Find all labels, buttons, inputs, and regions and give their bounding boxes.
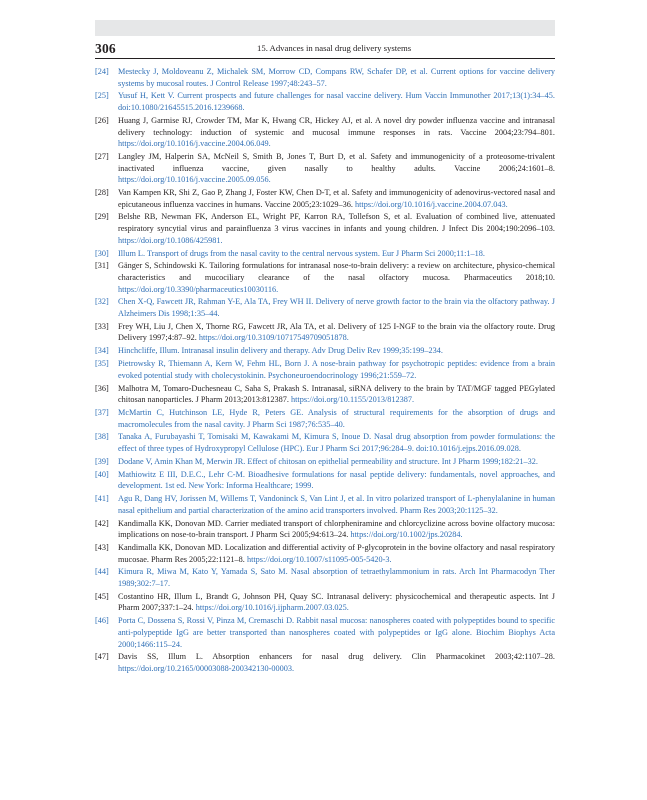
reference-item[interactable] <box>95 90 555 113</box>
reference-text: Dodane V, Amin Khan M, Merwin JR. Effect of chitosan on epithelial permeability and structure. Int J Pharm 1999;182:21–32. <box>118 456 538 466</box>
reference-item[interactable] <box>95 615 555 650</box>
reference-number: [36] <box>95 383 109 393</box>
doi-link[interactable]: https://doi.org/10.1016/j.ijpharm.2007.03.025. <box>195 603 349 613</box>
reference-item <box>95 211 555 246</box>
reference-number: [24] <box>95 67 109 76</box>
reference-number: [41] <box>95 494 109 504</box>
reference-text: Pietrowsky R, Thiemann A, Kern W, Fehm HL, Born J. A nose-brain pathway for psychotropic peptides: evidence from a brain evoked potential study with cholecystokinin. Psychoneuroendocrinology 1996;21:559–72. <box>118 359 555 380</box>
reference-item[interactable] <box>95 469 555 492</box>
reference-text: Davis SS, Illum L. Absorption enhancers for nasal drug delivery. Clin Pharmacokinet 2003;42:1107–28. <box>118 652 555 662</box>
reference-item <box>95 187 555 210</box>
reference-number: [31] <box>95 261 109 271</box>
reference-item <box>95 591 555 614</box>
reference-number: [30] <box>95 248 109 258</box>
reference-number: [26] <box>95 115 109 125</box>
reference-text: Huang J, Garmise RJ, Crowder TM, Mar K, Hwang CR, Hickey AJ, et al. A novel dry powder influenza vaccine and intranasal delivery technology: induction of systemic and mucosal immune responses in rats. Vaccine 2004;23:794–801. <box>118 115 555 137</box>
reference-item <box>95 651 555 674</box>
doi-link[interactable]: https://doi.org/10.1007/s11095-005-5420-3. <box>246 554 392 564</box>
reference-item <box>95 518 555 541</box>
reference-item <box>95 151 555 186</box>
reference-number: [34] <box>95 346 109 356</box>
reference-text: McMartin C, Hutchinson LE, Hyde R, Peters GE. Analysis of structural requirements for the absorption of drugs and macromolecules from the nasal cavity. J Pharm Sci 1987;76:535–40. <box>118 407 555 429</box>
reference-list <box>95 66 555 676</box>
reference-text: Yusuf H, Kett V. Current prospects and future challenges for nasal vaccine delivery. Hum Vaccin Immunother 2017;13(1):34–45. doi:10.1080/21645515.2016.1239668. <box>118 91 555 113</box>
reference-item <box>95 260 555 295</box>
reference-number: [39] <box>95 456 109 466</box>
reference-number: [29] <box>95 212 109 222</box>
reference-text: Mestecky J, Moldoveanu Z, Michalek SM, Morrow CD, Compans RW, Schafer DP, et al. Current options for vaccine delivery systems by mucosal routes. J Control Release 1997;48:243–57. <box>118 67 555 88</box>
reference-item[interactable] <box>95 296 555 319</box>
reference-text: Van Kampen KR, Shi Z, Gao P, Zhang J, Foster KW, Chen D-T, et al. Safety and immunogenicity of adenovirus-vectored nasal and epicutaneous influenza vaccines in humans. Vaccine 2005;23:1029–36. <box>118 188 555 209</box>
running-head: 15. Advances in nasal drug delivery systems <box>257 43 412 53</box>
reference-number: [28] <box>95 188 109 197</box>
doi-link[interactable]: https://doi.org/10.1086/425981. <box>118 235 223 245</box>
reference-item[interactable] <box>95 358 555 381</box>
reference-item[interactable] <box>95 456 555 468</box>
reference-number: [46] <box>95 616 109 626</box>
reference-item <box>95 383 555 406</box>
reference-text: Illum L. Transport of drugs from the nasal cavity to the central nervous system. Eur J Pharm Sci 2000;11:1–18. <box>118 248 485 258</box>
reference-number: [38] <box>95 432 109 442</box>
reference-text: Gänger S, Schindowski K. Tailoring formulations for intranasal nose-to-brain delivery: a review on architecture, physico-chemical characteristics and mucociliary clearance of the nasal olfactory mucosa. Pharmaceutics 2018;10. <box>118 261 555 282</box>
reference-number: [37] <box>95 407 109 417</box>
top-shade-bar <box>95 20 555 36</box>
reference-number: [33] <box>95 321 109 331</box>
page-header <box>95 40 555 59</box>
page-number: 306 <box>95 41 116 56</box>
reference-number: [35] <box>95 359 109 369</box>
reference-text: Belshe RB, Newman FK, Anderson EL, Wright PF, Karron RA, Tollefson S, et al. Evaluation of combined live, attenuated respiratory syncytial virus and parainfluenza 3 virus vaccines in infants and young children. J Infect Dis 2004;190:2096–103. <box>118 212 555 234</box>
reference-text: Malhotra M, Tomaro-Duchesneau C, Saha S, Prakash S. Intranasal, siRNA delivery to the brain by TAT/MGF tagged PEGylated chitosan nanoparticles. J Pharm 2013;2013:812387. <box>118 383 555 405</box>
doi-link[interactable]: https://doi.org/10.3390/pharmaceutics10030116. <box>118 284 279 294</box>
reference-item[interactable] <box>95 407 555 430</box>
reference-text: Porta C, Dossena S, Rossi V, Pinza M, Cremaschi D. Rabbit nasal mucosa: nanospheres coated with polypeptides bound to specific anti-polypeptide IgG are better transported than nanospheres coated with polypeptides or IgG alone. Biochim Biophys Acta 2000;1466:115–24. <box>118 616 555 649</box>
reference-number: [47] <box>95 652 109 662</box>
reference-text: Kandimalla KK, Donovan MD. Carrier mediated transport of chlorpheniramine and chlorcyclizine across bovine olfactory mucosa: implications on nose-to-brain transport. J Pharm Sci 2005;94:613–24. <box>118 518 555 540</box>
doi-link[interactable]: https://doi.org/10.1016/j.vaccine.2004.07.043. <box>354 199 508 209</box>
doi-link[interactable]: https://doi.org/10.1016/j.vaccine.2004.06.049. <box>118 139 271 149</box>
reference-item[interactable] <box>95 431 555 454</box>
reference-text: Kandimalla KK, Donovan MD. Localization and differential activity of P-glycoprotein in the bovine olfactory and nasal respiratory mucosae. Pharm Res 2005;22:1121–8. <box>118 542 555 564</box>
reference-text: Costantino HR, Illum L, Brandt G, Johnson PH, Quay SC. Intranasal delivery: physicochemical and therapeutic aspects. Int J Pharm 2007;337:1–24. <box>118 591 555 613</box>
reference-number: [40] <box>95 469 109 479</box>
reference-text: Tanaka A, Furubayashi T, Tomisaki M, Kawakami M, Kimura S, Inoue D. Nasal drug absorption from powder formulations: the effect of three types of Hydroxypropyl Cellulose (HPC). Eur J Pharm Sci 2017;96:284–9. doi:10.1016/j.ejps.2016.09.028. <box>118 432 555 453</box>
reference-item[interactable] <box>95 345 555 357</box>
reference-item[interactable] <box>95 493 555 516</box>
doi-link[interactable]: https://doi.org/10.1016/j.vaccine.2005.09.056. <box>118 175 271 185</box>
reference-text: Chen X-Q, Fawcett JR, Rahman Y-E, Ala TA, Frey WH II. Delivery of nerve growth factor to the brain via the olfactory pathway. J Alzheimers Dis 1998;1:35–44. <box>118 297 555 318</box>
doi-link[interactable]: https://doi.org/10.3109/10717549709051878. <box>198 333 349 343</box>
reference-text: Hinchcliffe, Illum. Intranasal insulin delivery and therapy. Adv Drug Deliv Rev 1999;35:199–234. <box>118 346 443 356</box>
reference-item[interactable] <box>95 566 555 589</box>
reference-number: [42] <box>95 518 109 528</box>
reference-number: [27] <box>95 151 109 161</box>
reference-text: Frey WH, Liu J, Chen X, Thorne RG, Fawcett JR, Ala TA, et al. Delivery of 125 I-NGF to the brain via the olfactory route. Drug Delivery 1997;4:87–92. <box>118 321 555 343</box>
reference-item[interactable] <box>95 248 555 260</box>
reference-number: [43] <box>95 542 109 552</box>
reference-number: [25] <box>95 91 109 101</box>
reference-text: Agu R, Dang HV, Jorissen M, Willems T, Vandoninck S, Van Lint J, et al. In vitro polarized transport of L-phenylalanine in human nasal epithelium and partial characterization of the amino acid transporters involved. Pharm Res 2003;20:1125–32. <box>118 494 555 515</box>
reference-number: [32] <box>95 297 109 307</box>
reference-item[interactable] <box>95 66 555 89</box>
reference-number: [44] <box>95 567 109 577</box>
reference-item <box>95 321 555 344</box>
reference-text: Mathiowitz E III, D.E.C., Lehr C-M. Bioadhesive formulations for nasal peptide delivery: fundamentals, novel approaches, and development. 1st ed. New York: Informa Healthcare; 1999. <box>118 469 555 491</box>
doi-link[interactable]: https://doi.org/10.2165/00003088-200342130-00003. <box>118 663 295 673</box>
reference-item <box>95 542 555 565</box>
reference-text: Langley JM, Halperin SA, McNeil S, Smith B, Jones T, Burt D, et al. Safety and immunogenicity of a proteosome-trivalent inactivated influenza vaccine, given nasally to healthy adults. Vaccine 2006;24:1601–8. <box>118 151 555 173</box>
reference-item <box>95 115 555 150</box>
reference-text: Kimura R, Miwa M, Kato Y, Yamada S, Sato M. Nasal absorption of tetraethylammonium in rats. Arch Int Pharmacodyn Ther 1989;302:7–17. <box>118 567 555 588</box>
reference-number: [45] <box>95 591 109 601</box>
doi-link[interactable]: https://doi.org/10.1002/jps.20284. <box>350 530 463 540</box>
doi-link[interactable]: https://doi.org/10.1155/2013/812387. <box>291 395 415 405</box>
